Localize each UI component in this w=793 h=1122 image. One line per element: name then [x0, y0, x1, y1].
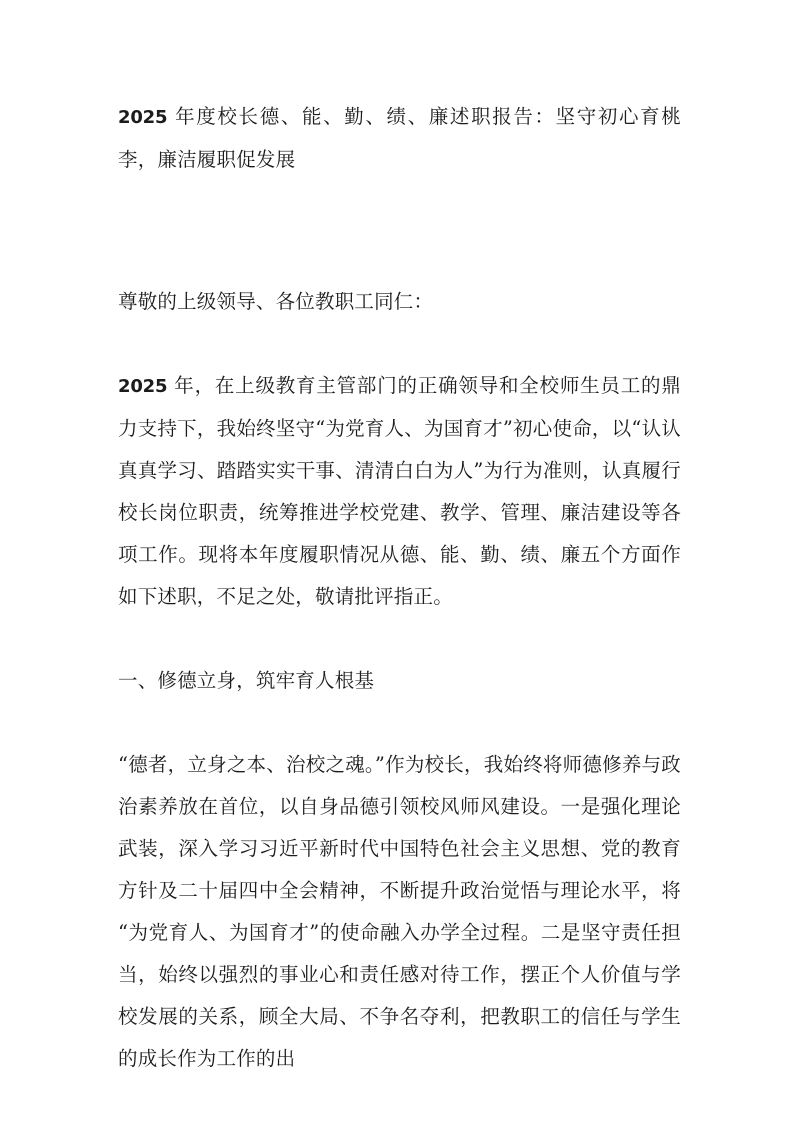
section-one-heading: 一、修德立身，筑牢育人根基 [118, 669, 375, 692]
intro-paragraph [118, 365, 681, 618]
intro-paragraph-year: 2025 [118, 376, 168, 397]
intro-gap-spacer [118, 618, 681, 660]
intro-paragraph-text: 年，在上级教育主管部门的正确领导和全校师生员工的鼎力支持下，我始终坚守“为党育人、为国育才”初心使命，以“认认真真学习、踏踏实实干事、清清白白为人”为行为准则，认真履行校长岗位职责，统筹推进学校党建、教学、管理、廉洁建设等各项工作。现将本年度履职情况从德、能、勤、绩、廉五个方面作如下述职，不足之处，敬请批评指正。 [118, 374, 681, 608]
document-title [118, 96, 681, 181]
section-one-heading-gap-spacer [118, 702, 681, 744]
greeting-gap-spacer [118, 323, 681, 365]
greeting-line: 尊敬的上级领导、各位教职工同仁： [118, 290, 434, 313]
section-one-paragraph: “德者，立身之本、治校之魂。”作为校长，我始终将师德修养与政治素养放在首位，以自身品德引领校风师风建设。一是强化理论武装，深入学习习近平新时代中国特色社会主义思想、党的教育方针及二十届四中全会精神，不断提升政治觉悟与理论水平，将“为党育人、为国育才”的使命融入办学全过程。二是坚守责任担当，始终以强烈的事业心和责任感对待工作，摆正个人价值与学校发展的关系，顾全大局、不争名夺利，把教职工的信任与学生的成长作为工作的出 [118, 753, 681, 1070]
document-text-column [118, 96, 681, 1080]
document-title-year: 2025 [118, 107, 168, 128]
document-title-text: 年度校长德、能、勤、绩、廉述职报告：坚守初心育桃李，廉洁履职促发展 [118, 105, 681, 171]
title-gap-spacer [118, 181, 681, 281]
